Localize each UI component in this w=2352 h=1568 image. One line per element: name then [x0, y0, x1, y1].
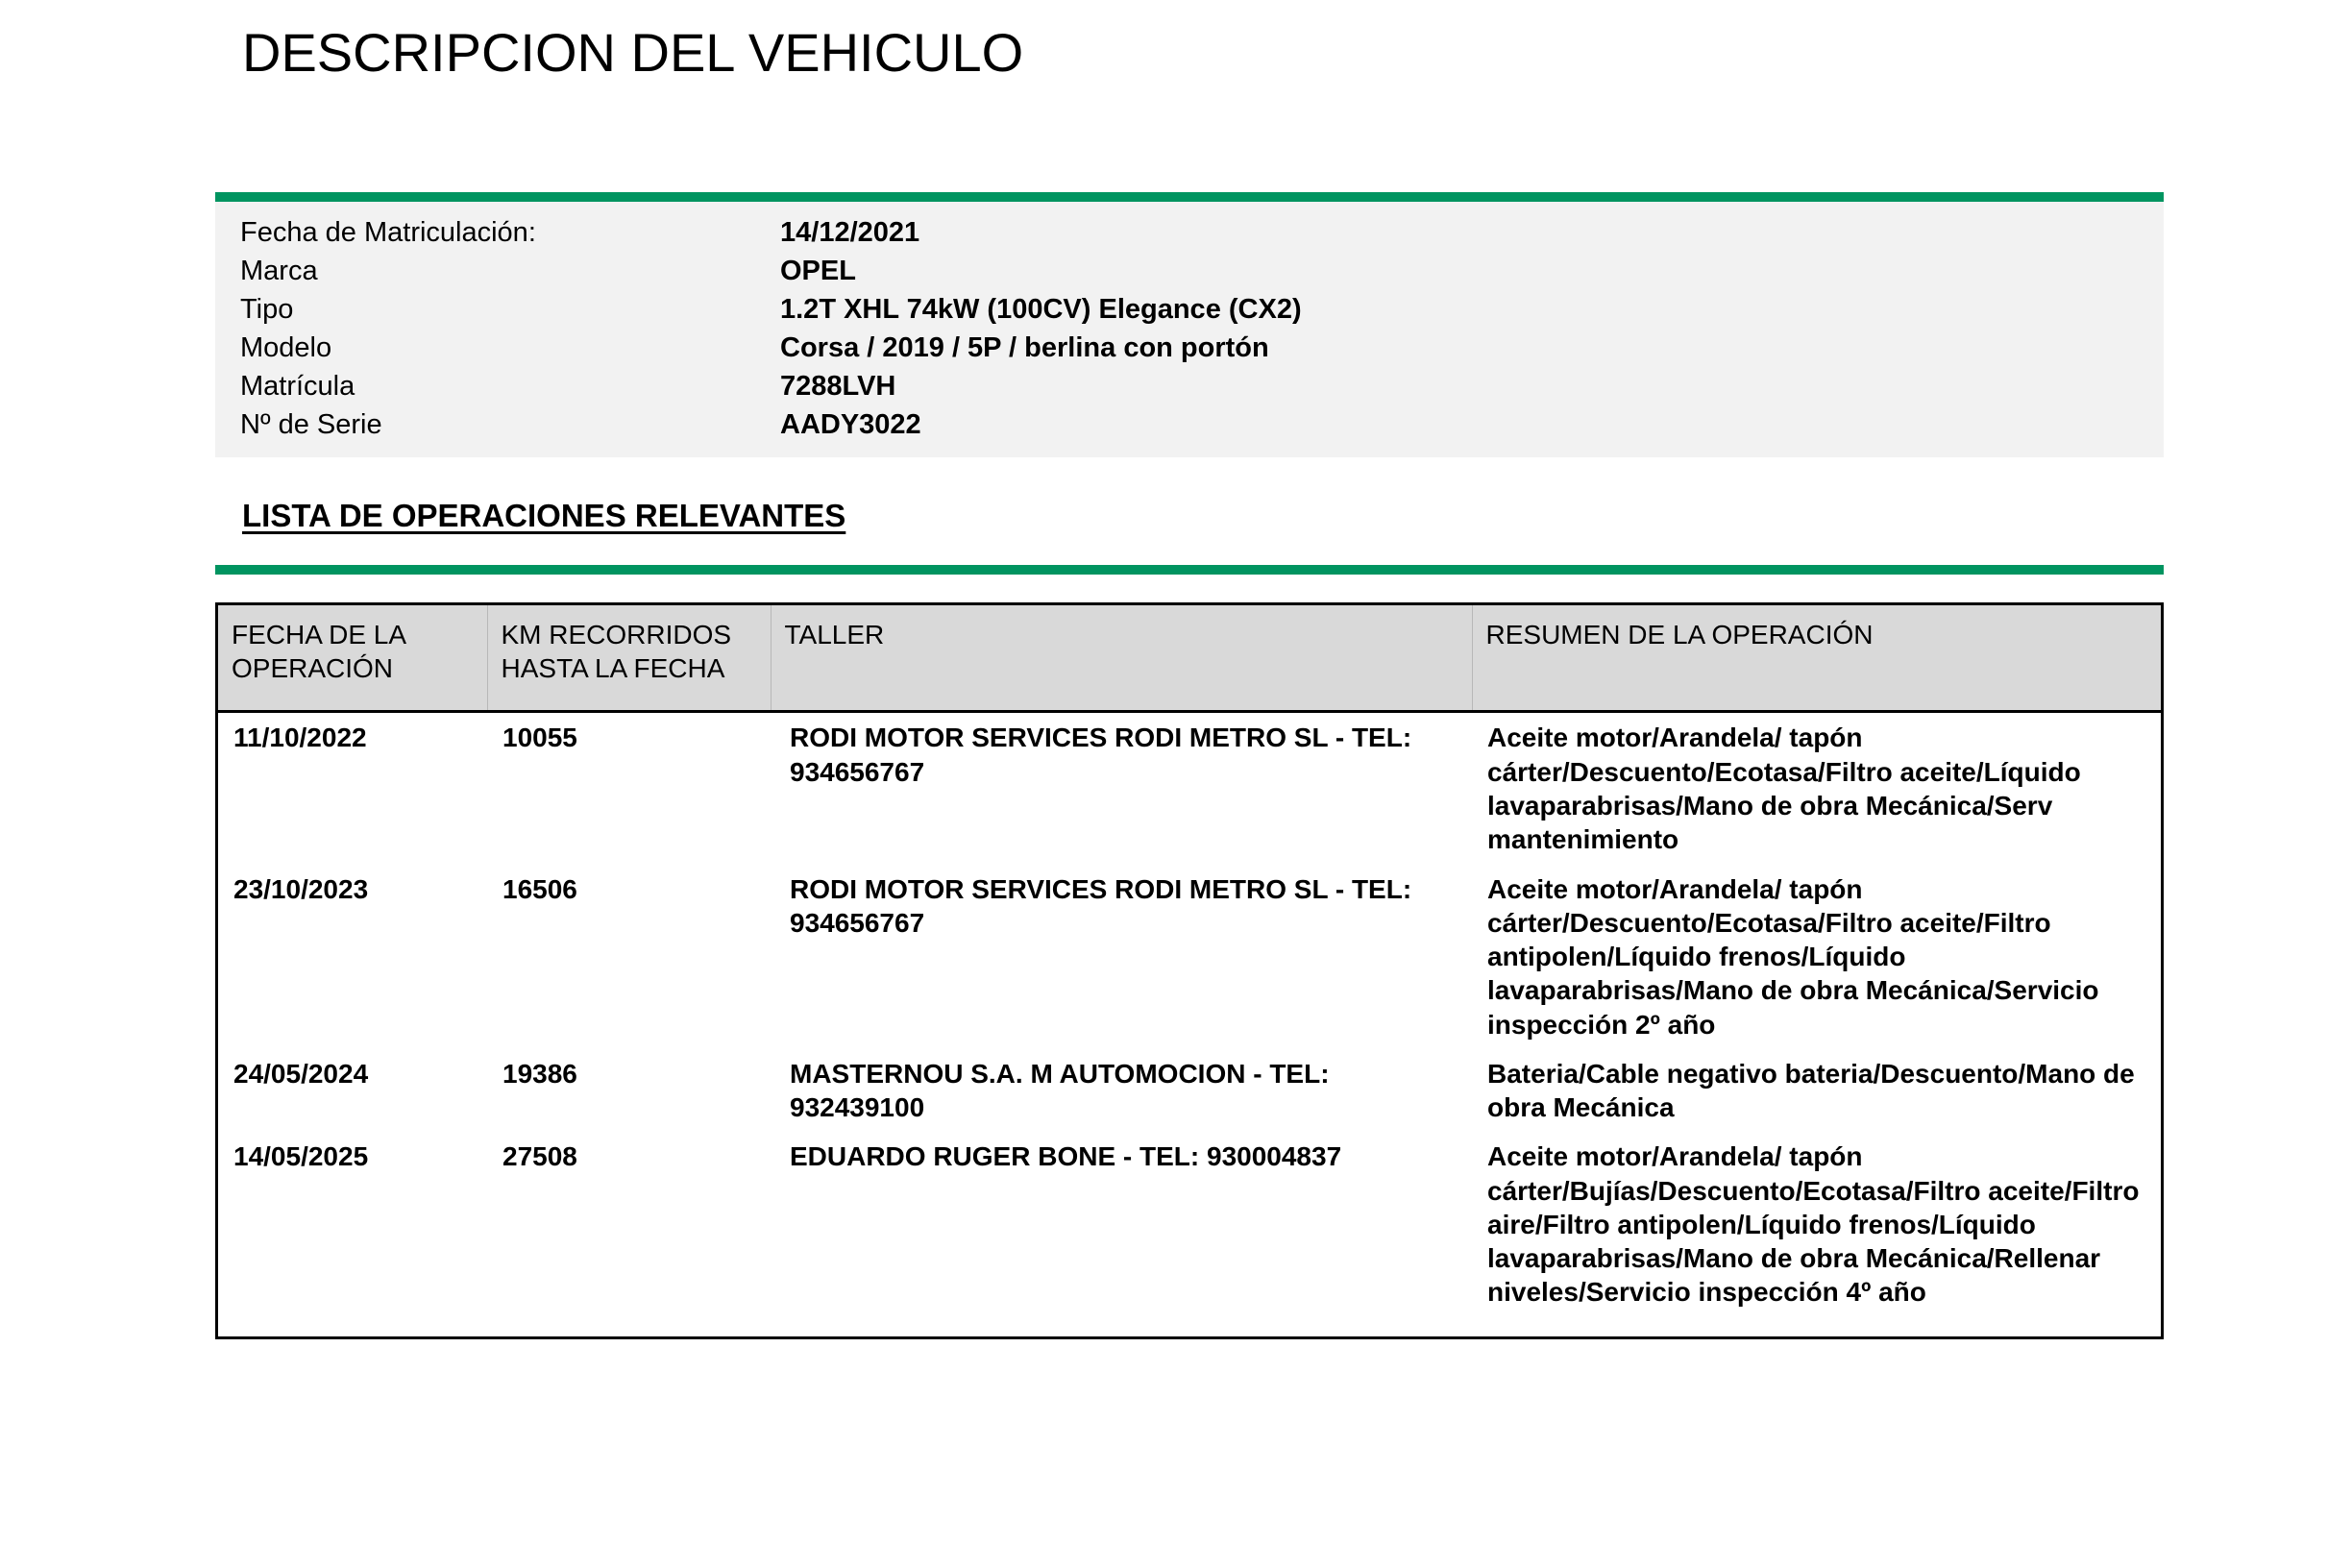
cell-fecha: 23/10/2023 [233, 873, 369, 904]
vehicle-field-value: 7288LVH [780, 371, 896, 402]
operations-section-heading: LISTA DE OPERACIONES RELEVANTES [242, 498, 846, 533]
vehicle-field-label: Tipo [240, 294, 294, 325]
cell-taller: EDUARDO RUGER BONE - TEL: 930004837 [790, 1141, 1342, 1172]
vehicle-field-row [215, 290, 2164, 329]
vehicle-description-panel [215, 192, 2164, 457]
operations-table-header [218, 605, 2161, 712]
vehicle-field-value: 14/12/2021 [780, 217, 920, 248]
vehicle-field-label: Marca [240, 256, 318, 286]
operations-table-body [218, 712, 2161, 1336]
cell-km: 16506 [502, 873, 577, 904]
table-row [218, 865, 2161, 1049]
vehicle-field-label: Fecha de Matriculación: [240, 217, 536, 248]
green-divider-rule [215, 565, 2164, 575]
operations-table [218, 605, 2161, 1336]
vehicle-field-value: 1.2T XHL 74kW (100CV) Elegance (CX2) [780, 294, 1302, 325]
vehicle-field-value: Corsa / 2019 / 5P / berlina con portón [780, 332, 1269, 363]
cell-fecha: 24/05/2024 [233, 1058, 369, 1089]
cell-fecha: 14/05/2025 [233, 1141, 369, 1172]
page-title: DESCRIPCION DEL VEHICULO [242, 22, 1024, 83]
cell-taller: RODI MOTOR SERVICES RODI METRO SL - TEL: 934656767 [790, 723, 1412, 787]
cell-resumen: Aceite motor/Arandela/ tapón cárter/Descuento/Ecotasa/Filtro aceite/Líquido lavaparabrisas/Mano de obra Mecánica/Serv mantenimiento [1487, 723, 2081, 855]
column-header-taller: TALLER [771, 605, 1472, 712]
column-header-fecha: FECHA DE LA OPERACIÓN [218, 605, 487, 712]
table-row [218, 1132, 2161, 1316]
vehicle-field-value: AADY3022 [780, 409, 921, 440]
vehicle-field-row [215, 405, 2164, 444]
vehicle-field-label: Matrícula [240, 371, 355, 402]
column-header-km: KM RECORRIDOS HASTA LA FECHA [487, 605, 771, 712]
operations-table-container [215, 602, 2164, 1339]
cell-fecha: 11/10/2022 [233, 723, 367, 753]
vehicle-field-row [215, 252, 2164, 290]
cell-taller: RODI MOTOR SERVICES RODI METRO SL - TEL: 934656767 [790, 873, 1412, 938]
vehicle-field-label: Modelo [240, 332, 332, 363]
cell-km: 10055 [502, 723, 577, 753]
column-header-resumen: RESUMEN DE LA OPERACIÓN [1472, 605, 2161, 712]
table-row [218, 1049, 2161, 1133]
vehicle-field-row [215, 213, 2164, 252]
cell-km: 27508 [502, 1141, 577, 1172]
cell-resumen: Aceite motor/Arandela/ tapón cárter/Bujías/Descuento/Ecotasa/Filtro aceite/Filtro aire/Filtro antipolen/Líquido frenos/Líquido lavaparabrisas/Mano de obra Mecánica/Rellenar niveles/Servicio inspección 4º año [1487, 1141, 2140, 1308]
cell-resumen: Aceite motor/Arandela/ tapón cárter/Descuento/Ecotasa/Filtro aceite/Filtro antipolen/Líquido frenos/Líquido lavaparabrisas/Mano de obra Mecánica/Servicio inspección 2º año [1487, 873, 2099, 1040]
cell-resumen: Bateria/Cable negativo bateria/Descuento/Mano de obra Mecánica [1487, 1058, 2135, 1123]
table-bottom-spacer [218, 1317, 2161, 1336]
vehicle-field-label: Nº de Serie [240, 409, 382, 440]
cell-taller: MASTERNOU S.A. M AUTOMOCION - TEL: 932439100 [790, 1058, 1330, 1123]
vehicle-field-value: OPEL [780, 256, 856, 286]
table-row [218, 712, 2161, 865]
cell-km: 19386 [502, 1058, 577, 1089]
table-header-row [218, 605, 2161, 712]
vehicle-field-row [215, 329, 2164, 367]
vehicle-field-row [215, 367, 2164, 405]
